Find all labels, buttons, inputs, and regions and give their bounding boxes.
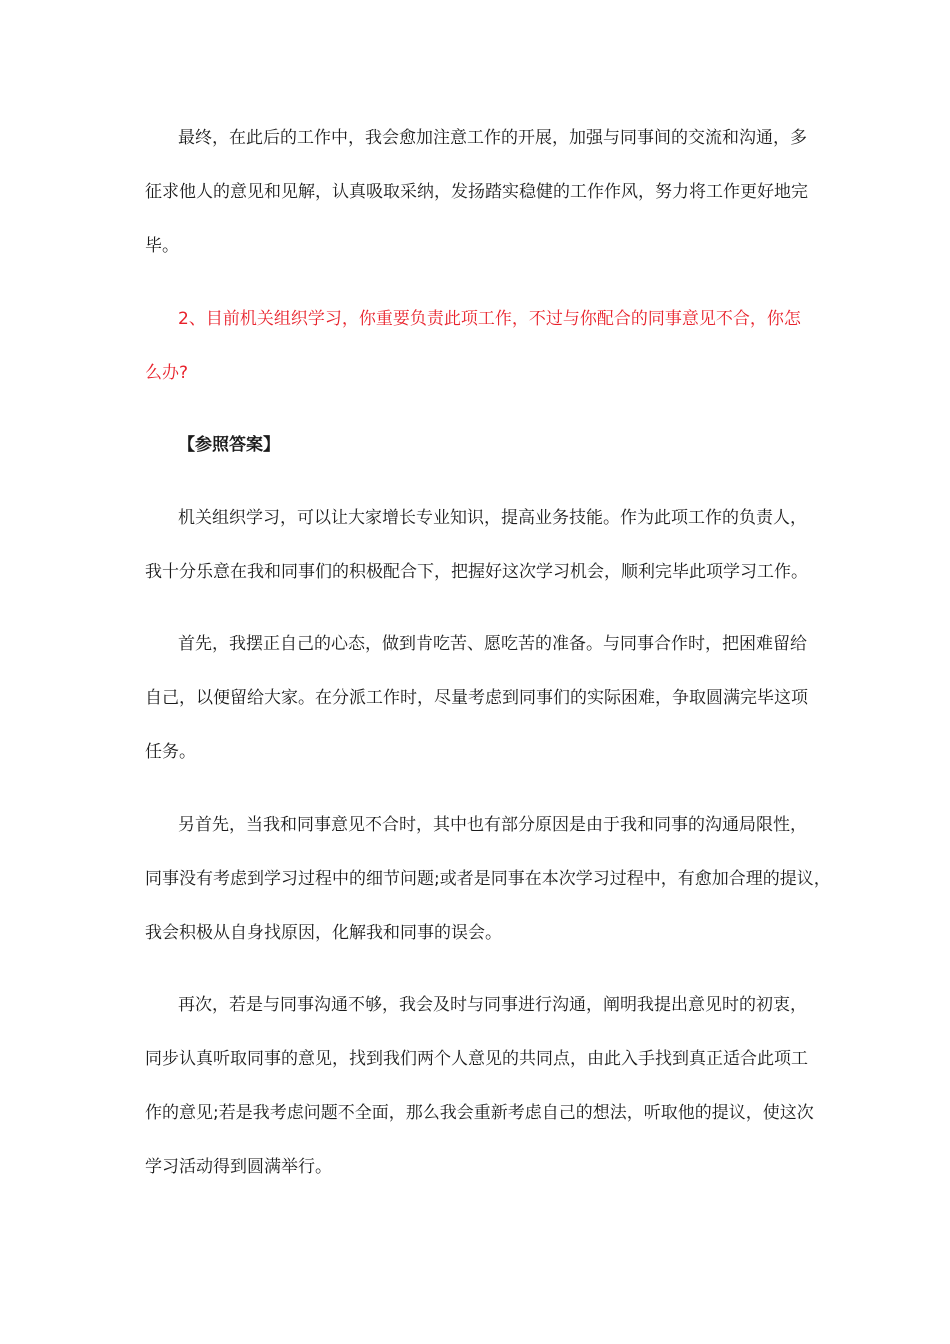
para2-line1: 机关组织学习，可以让大家增长专业知识，提高业务技能。作为此项工作的负责人， — [178, 508, 807, 528]
question-line1: 2、目前机关组织学习，你重要负责此项工作，不过与你配合的同事意见不合，你怎 — [178, 309, 801, 329]
question-line2: 么办? — [145, 363, 189, 383]
para4-line2: 同事没有考虑到学习过程中的细节问题;或者是同事在本次学习过程中，有愈加合理的提议， — [145, 869, 831, 889]
para3-line1: 首先，我摆正自己的心态，做到肯吃苦、愿吃苦的准备。与同事合作时，把困难留给 — [178, 634, 807, 654]
para5-line2: 同步认真听取同事的意见，找到我们两个人意见的共同点，由此入手找到真正适合此项工 — [145, 1049, 808, 1069]
para3-line3: 任务。 — [145, 742, 196, 762]
para4-line1: 另首先，当我和同事意见不合时，其中也有部分原因是由于我和同事的沟通局限性， — [178, 815, 807, 835]
para3-line2: 自己，以便留给大家。在分派工作时，尽量考虑到同事们的实际困难，争取圆满完毕这项 — [145, 688, 808, 708]
para2-line2: 我十分乐意在我和同事们的积极配合下，把握好这次学习机会，顺利完毕此项学习工作。 — [145, 562, 808, 582]
para5-line1: 再次，若是与同事沟通不够，我会及时与同事进行沟通，阐明我提出意见时的初衷， — [178, 995, 807, 1015]
answer-heading: 【参照答案】 — [178, 435, 280, 455]
para5-line3: 作的意见;若是我考虑问题不全面，那么我会重新考虑自己的想法，听取他的提议，使这次 — [145, 1103, 814, 1123]
para5-line4: 学习活动得到圆满举行。 — [145, 1157, 332, 1177]
para1-line3: 毕。 — [145, 236, 179, 256]
para1-line1: 最终，在此后的工作中，我会愈加注意工作的开展，加强与同事间的交流和沟通，多 — [178, 128, 807, 148]
para1-line2: 征求他人的意见和见解，认真吸取采纳，发扬踏实稳健的工作作风，努力将工作更好地完 — [145, 182, 808, 202]
para4-line3: 我会积极从自身找原因，化解我和同事的误会。 — [145, 923, 502, 943]
